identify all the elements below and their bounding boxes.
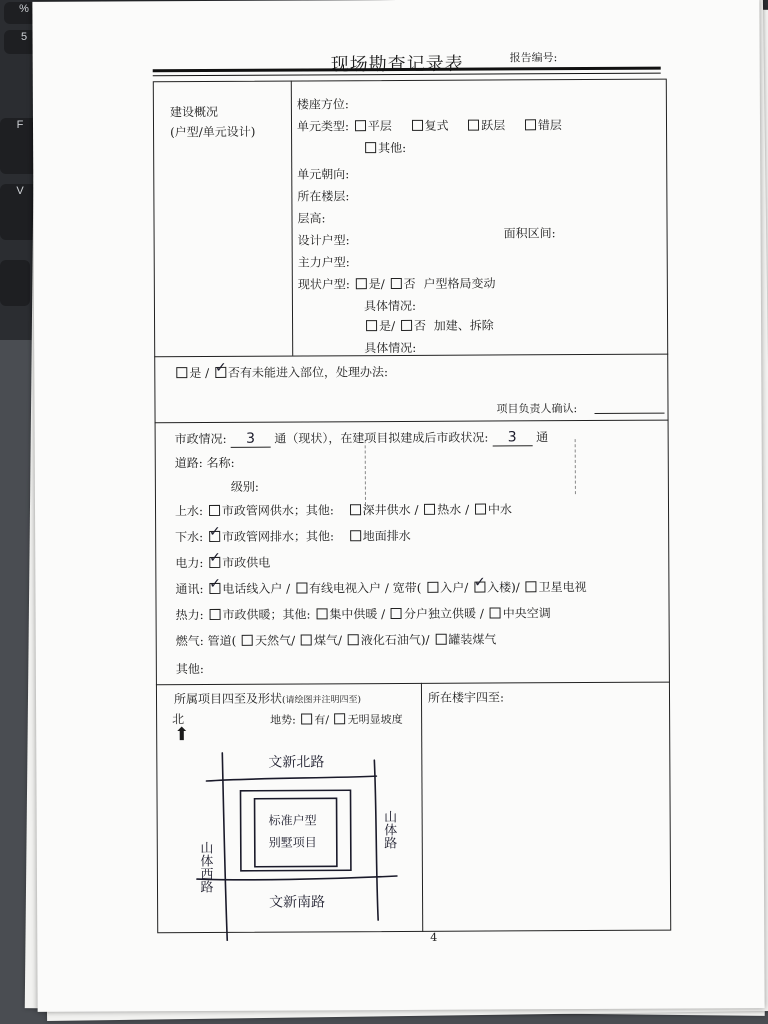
checkbox-label: 天然气/ bbox=[255, 633, 296, 648]
handwritten-value: 3 bbox=[507, 429, 517, 446]
other-checkbox[interactable] bbox=[365, 142, 376, 153]
utility-checkbox[interactable] bbox=[526, 581, 537, 592]
utility-label: 电力: bbox=[175, 556, 204, 571]
municipal-unit-text: 通（现状），在建项目拟建成后市政状况: bbox=[274, 430, 489, 446]
checkbox-label: 否 bbox=[403, 276, 416, 291]
terrain-label: 地势: bbox=[270, 713, 296, 727]
addition-label: 加建、拆除 bbox=[433, 318, 494, 333]
sketch-road-line bbox=[197, 876, 397, 880]
report-number-label: 报告编号: bbox=[509, 51, 558, 65]
key bbox=[0, 260, 30, 306]
utility-checkbox[interactable] bbox=[209, 609, 220, 620]
utility-checkbox[interactable] bbox=[209, 505, 220, 516]
other-label: 其他: bbox=[175, 662, 204, 677]
checkbox-label: 错层 bbox=[537, 118, 562, 133]
page-number: 4 bbox=[430, 930, 438, 944]
form-page bbox=[32, 0, 764, 1012]
checkbox-label: 液化石油气)/ bbox=[360, 632, 430, 648]
yes-checkbox[interactable] bbox=[176, 367, 187, 378]
yes-checkbox[interactable] bbox=[356, 278, 367, 289]
utility-label: 热力: bbox=[175, 608, 204, 623]
sketch-label: 标准户型 bbox=[268, 813, 317, 828]
sketch-label: 文新南路 bbox=[269, 894, 326, 911]
north-arrow-icon: ⬆ bbox=[174, 724, 190, 746]
sketch-label: 文新北路 bbox=[268, 754, 325, 771]
planned-value-field[interactable] bbox=[492, 429, 532, 446]
checkbox-label: 否 bbox=[413, 318, 426, 333]
no-checkbox-checked[interactable] bbox=[214, 359, 227, 378]
road-name-label: 名称: bbox=[206, 455, 235, 471]
utility-checkbox[interactable] bbox=[391, 608, 402, 619]
manager-confirm-label: 项目负责人确认: bbox=[496, 402, 578, 416]
utility-checkbox[interactable] bbox=[301, 634, 312, 645]
utility-checkbox[interactable] bbox=[475, 504, 486, 515]
sketch-road-line bbox=[374, 760, 378, 920]
terrain-checkbox[interactable] bbox=[335, 713, 346, 724]
design-type-label: 设计户型: bbox=[297, 233, 350, 248]
unit-type-other bbox=[363, 140, 406, 156]
checkbox-label: 市政管网供水；其他: bbox=[221, 503, 334, 518]
checkbox-label: 是 bbox=[189, 366, 202, 381]
checkbox-label: 入楼)/ bbox=[487, 580, 520, 595]
utility-checkbox[interactable] bbox=[435, 634, 446, 645]
sketch-road-line bbox=[222, 753, 227, 941]
current-type-label: 现状户型: bbox=[297, 277, 350, 292]
form-title: 现场勘查记录表 bbox=[330, 53, 464, 76]
building-bounds-label: 所在楼宇四至: bbox=[427, 690, 505, 705]
boundaries-label: 所属项目四至及形状 bbox=[173, 691, 283, 707]
checkbox-label: 中央空调 bbox=[502, 606, 551, 621]
checkbox-label: 跃层 bbox=[481, 118, 506, 133]
boundaries-note: (请绘图并注明四至) bbox=[282, 695, 362, 706]
boundaries-heading bbox=[174, 690, 361, 709]
checkbox-label: 卫星电视 bbox=[538, 580, 587, 595]
unit-type-row bbox=[297, 117, 562, 134]
checkmark-icon: ✓ bbox=[209, 575, 222, 592]
unit-type-checkbox[interactable] bbox=[468, 120, 479, 131]
utility-checkbox[interactable] bbox=[296, 582, 307, 593]
checkbox-label: 有/ bbox=[314, 713, 330, 727]
utility-checkbox-checked[interactable] bbox=[208, 523, 221, 542]
inaccessible-row bbox=[174, 359, 389, 381]
sketch-label: 山体西路 bbox=[197, 840, 213, 894]
unit-facing-label: 单元朝向: bbox=[297, 167, 350, 182]
utility-checkbox-checked[interactable] bbox=[473, 574, 486, 593]
checkbox-label: 热水 / bbox=[437, 502, 470, 517]
key: V bbox=[0, 184, 40, 240]
sketch-label: 山体路 bbox=[381, 810, 397, 850]
current-type-row bbox=[298, 275, 496, 292]
checkbox-label: 入户/ bbox=[440, 580, 469, 595]
checkbox-label: 电话线入户 / bbox=[222, 581, 291, 596]
terrain-row bbox=[270, 712, 403, 729]
utility-checkbox[interactable] bbox=[348, 634, 359, 645]
checkbox-label: 地面排水 bbox=[362, 528, 411, 544]
main-type-label: 主力户型: bbox=[297, 255, 350, 270]
key: 5 bbox=[4, 30, 44, 54]
terrain-checkbox[interactable] bbox=[301, 713, 312, 724]
checkbox-label: 是/ bbox=[379, 319, 396, 334]
utility-checkbox[interactable] bbox=[350, 530, 361, 541]
drainage-row bbox=[175, 523, 411, 545]
utility-checkbox[interactable] bbox=[427, 582, 438, 593]
checkbox-label: 市政供暖；其他: bbox=[222, 607, 311, 622]
municipal-value-field[interactable] bbox=[230, 431, 270, 448]
checkmark-icon: ✓ bbox=[208, 523, 221, 540]
section-sublabel: (户型/单元设计) bbox=[170, 124, 256, 140]
checkbox-label: 复式 bbox=[424, 118, 449, 133]
checkbox-label: 集中供暖 / bbox=[329, 607, 386, 622]
sketch-block-inner bbox=[255, 798, 337, 866]
municipal-row bbox=[175, 429, 549, 448]
checkbox-label: 平层 bbox=[367, 119, 392, 134]
checkbox-label: 其他: bbox=[378, 140, 407, 156]
checkbox-label: 罐装煤气 bbox=[448, 632, 497, 647]
utility-checkbox[interactable] bbox=[490, 607, 501, 618]
details-label: 具体情况: bbox=[363, 298, 417, 314]
handwritten-value: 3 bbox=[246, 430, 256, 447]
utility-label: 通讯: bbox=[175, 582, 204, 597]
floor-label: 所在楼层: bbox=[297, 189, 350, 204]
unit-type-checkbox[interactable] bbox=[525, 119, 536, 130]
building-orientation-label: 楼座方位: bbox=[296, 97, 349, 112]
yes-checkbox[interactable] bbox=[366, 320, 377, 331]
addition-row bbox=[364, 317, 494, 334]
details-label: 具体情况: bbox=[364, 340, 417, 356]
checkbox-label: 是/ bbox=[368, 277, 385, 292]
north-label: 北 bbox=[172, 712, 185, 727]
checkbox-label: 深井供水 / bbox=[362, 502, 419, 518]
sketch-road-line bbox=[206, 776, 376, 781]
road-label: 道路: bbox=[174, 456, 203, 471]
no-checkbox[interactable] bbox=[391, 278, 402, 289]
checkbox-label: 中水 bbox=[487, 502, 513, 517]
road-row bbox=[175, 455, 235, 471]
gas-row bbox=[176, 631, 497, 649]
checkbox-label: 市政供电 bbox=[222, 555, 271, 570]
utility-checkbox-checked[interactable] bbox=[209, 575, 222, 594]
checkbox-label: 有线电视入户 / 宽带( bbox=[308, 580, 422, 596]
utility-label: 下水: bbox=[175, 530, 204, 545]
utility-checkbox[interactable] bbox=[424, 504, 435, 515]
site-sketch bbox=[176, 740, 417, 941]
utility-label: 上水: bbox=[174, 504, 204, 519]
checkmark-icon: ✓ bbox=[214, 359, 227, 376]
power-row bbox=[175, 549, 271, 571]
unit-type-checkbox[interactable] bbox=[355, 120, 366, 131]
utility-label: 燃气: bbox=[175, 634, 204, 649]
utility-checkbox[interactable] bbox=[242, 635, 253, 646]
area-range-label: 面积区间: bbox=[503, 226, 556, 241]
municipal-label: 市政情况: bbox=[174, 431, 227, 447]
unit-type-label: 单元类型: bbox=[296, 119, 350, 134]
no-checkbox[interactable] bbox=[401, 320, 412, 331]
heating-row bbox=[176, 605, 551, 623]
checkmark-icon: ✓ bbox=[209, 549, 221, 566]
unit-type-checkbox[interactable] bbox=[412, 120, 423, 131]
inaccessible-label: 否有未能进入部位，处理办法: bbox=[227, 365, 389, 380]
telecom-row bbox=[175, 574, 587, 597]
road-grade-label: 级别: bbox=[230, 479, 259, 494]
section-label-construction: 建设概况 bbox=[169, 104, 218, 120]
checkbox-label: 分户独立供暖 / bbox=[403, 606, 484, 621]
key: % bbox=[4, 2, 44, 24]
checkmark-icon: ✓ bbox=[473, 574, 486, 591]
planned-unit-text: 通 bbox=[536, 430, 549, 445]
checkbox-label: 管道( bbox=[207, 633, 237, 649]
sketch-label: 别墅项目 bbox=[268, 835, 317, 850]
checkbox-label: 市政管网排水；其他: bbox=[222, 529, 335, 544]
utility-checkbox-checked[interactable] bbox=[209, 549, 221, 568]
utility-checkbox[interactable] bbox=[316, 608, 327, 619]
sketch-block-outer bbox=[240, 790, 350, 871]
key: F bbox=[0, 118, 40, 174]
checkbox-label: 无明显坡度 bbox=[347, 712, 403, 727]
checkbox-label: 煤气/ bbox=[313, 633, 343, 648]
utility-checkbox[interactable] bbox=[350, 504, 361, 515]
separator: / bbox=[205, 365, 210, 381]
layout-change-label: 户型格局变动 bbox=[423, 276, 496, 291]
water-supply-row bbox=[175, 501, 512, 519]
height-label: 层高: bbox=[297, 211, 326, 226]
